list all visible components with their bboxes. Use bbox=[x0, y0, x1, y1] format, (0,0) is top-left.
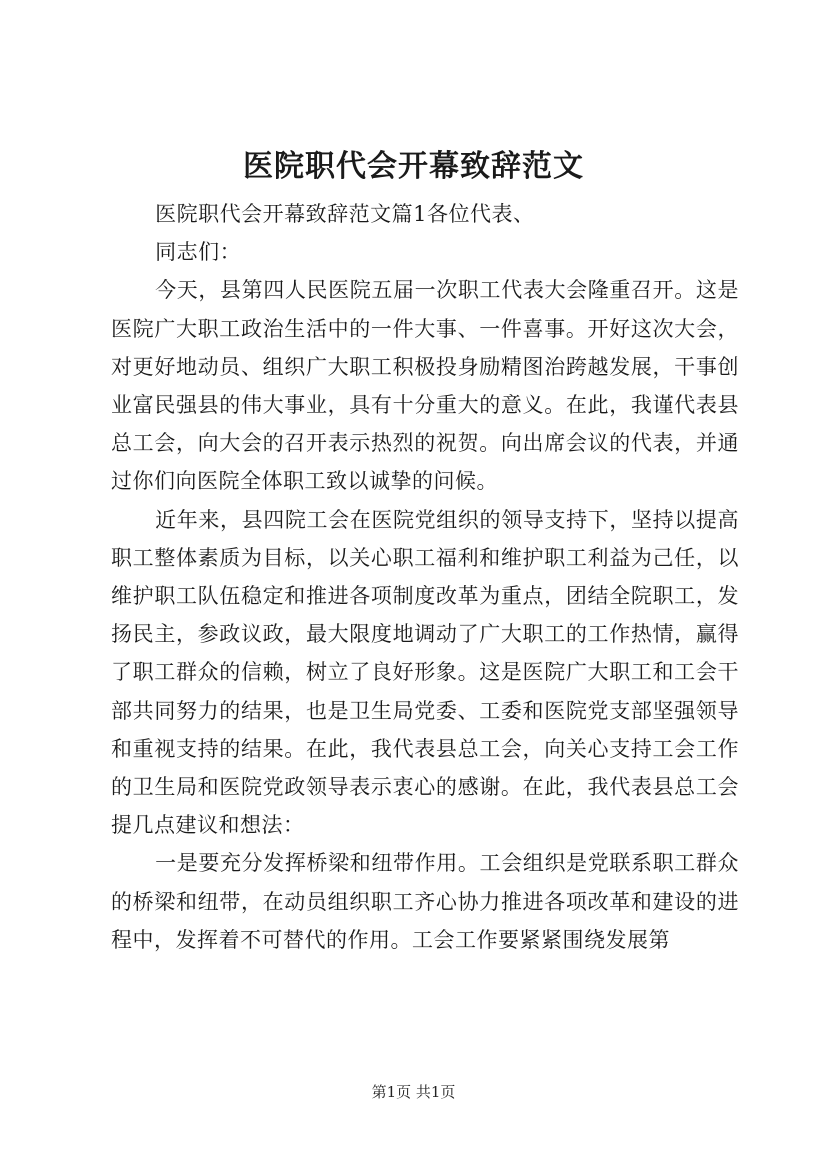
page-number-footer: 第1页 共1页 bbox=[371, 1083, 456, 1101]
paragraph-opening: 今天，县第四人民医院五届一次职工代表大会隆重召开。这是医院广大职工政治生活中的一件大事、一件喜事。开好这次大会，对更好地动员、组织广大职工积极投身励精图治跨越发展，干事创业富民强县的伟大事业，具有十分重大的意义。在此，我谨代表县总工会，向大会的召开表示热烈的祝贺。向出席会议的代表，并通过你们向医院全体职工致以诚挚的问候。 bbox=[111, 278, 739, 494]
paragraph-suggestion-one: 一是要充分发挥桥梁和纽带作用。工会组织是党联系职工群众的桥梁和纽带，在动员组织职工齐心协力推进各项改革和建设的进程中，发挥着不可替代的作用。工会工作要紧紧围绕发展第 bbox=[111, 851, 739, 952]
document-title: 医院职代会开幕致辞范文 bbox=[243, 149, 584, 184]
document-body bbox=[111, 195, 739, 959]
paragraph-salutation: 同志们： bbox=[155, 240, 242, 265]
paragraph-heading-line: 医院职代会开幕致辞范文篇1各位代表、 bbox=[155, 202, 535, 226]
paragraph-achievements: 近年来，县四院工会在医院党组织的领导支持下，坚持以提高职工整体素质为目标，以关心职工福利和维护职工利益为己任，以维护职工队伍稳定和推进各项制度改革为重点，团结全院职工，发扬民主，参政议政，最大限度地调动了广大职工的工作热情，赢得了职工群众的信赖，树立了良好形象。这是医院广大职工和工会干部共同努力的结果，也是卫生局党委、工委和医院党支部坚强领导和重视支持的结果。在此，我代表县总工会，向关心支持工会工作的卫生局和医院党政领导表示衷心的感谢。在此，我代表县总工会提几点建议和想法： bbox=[111, 507, 739, 838]
